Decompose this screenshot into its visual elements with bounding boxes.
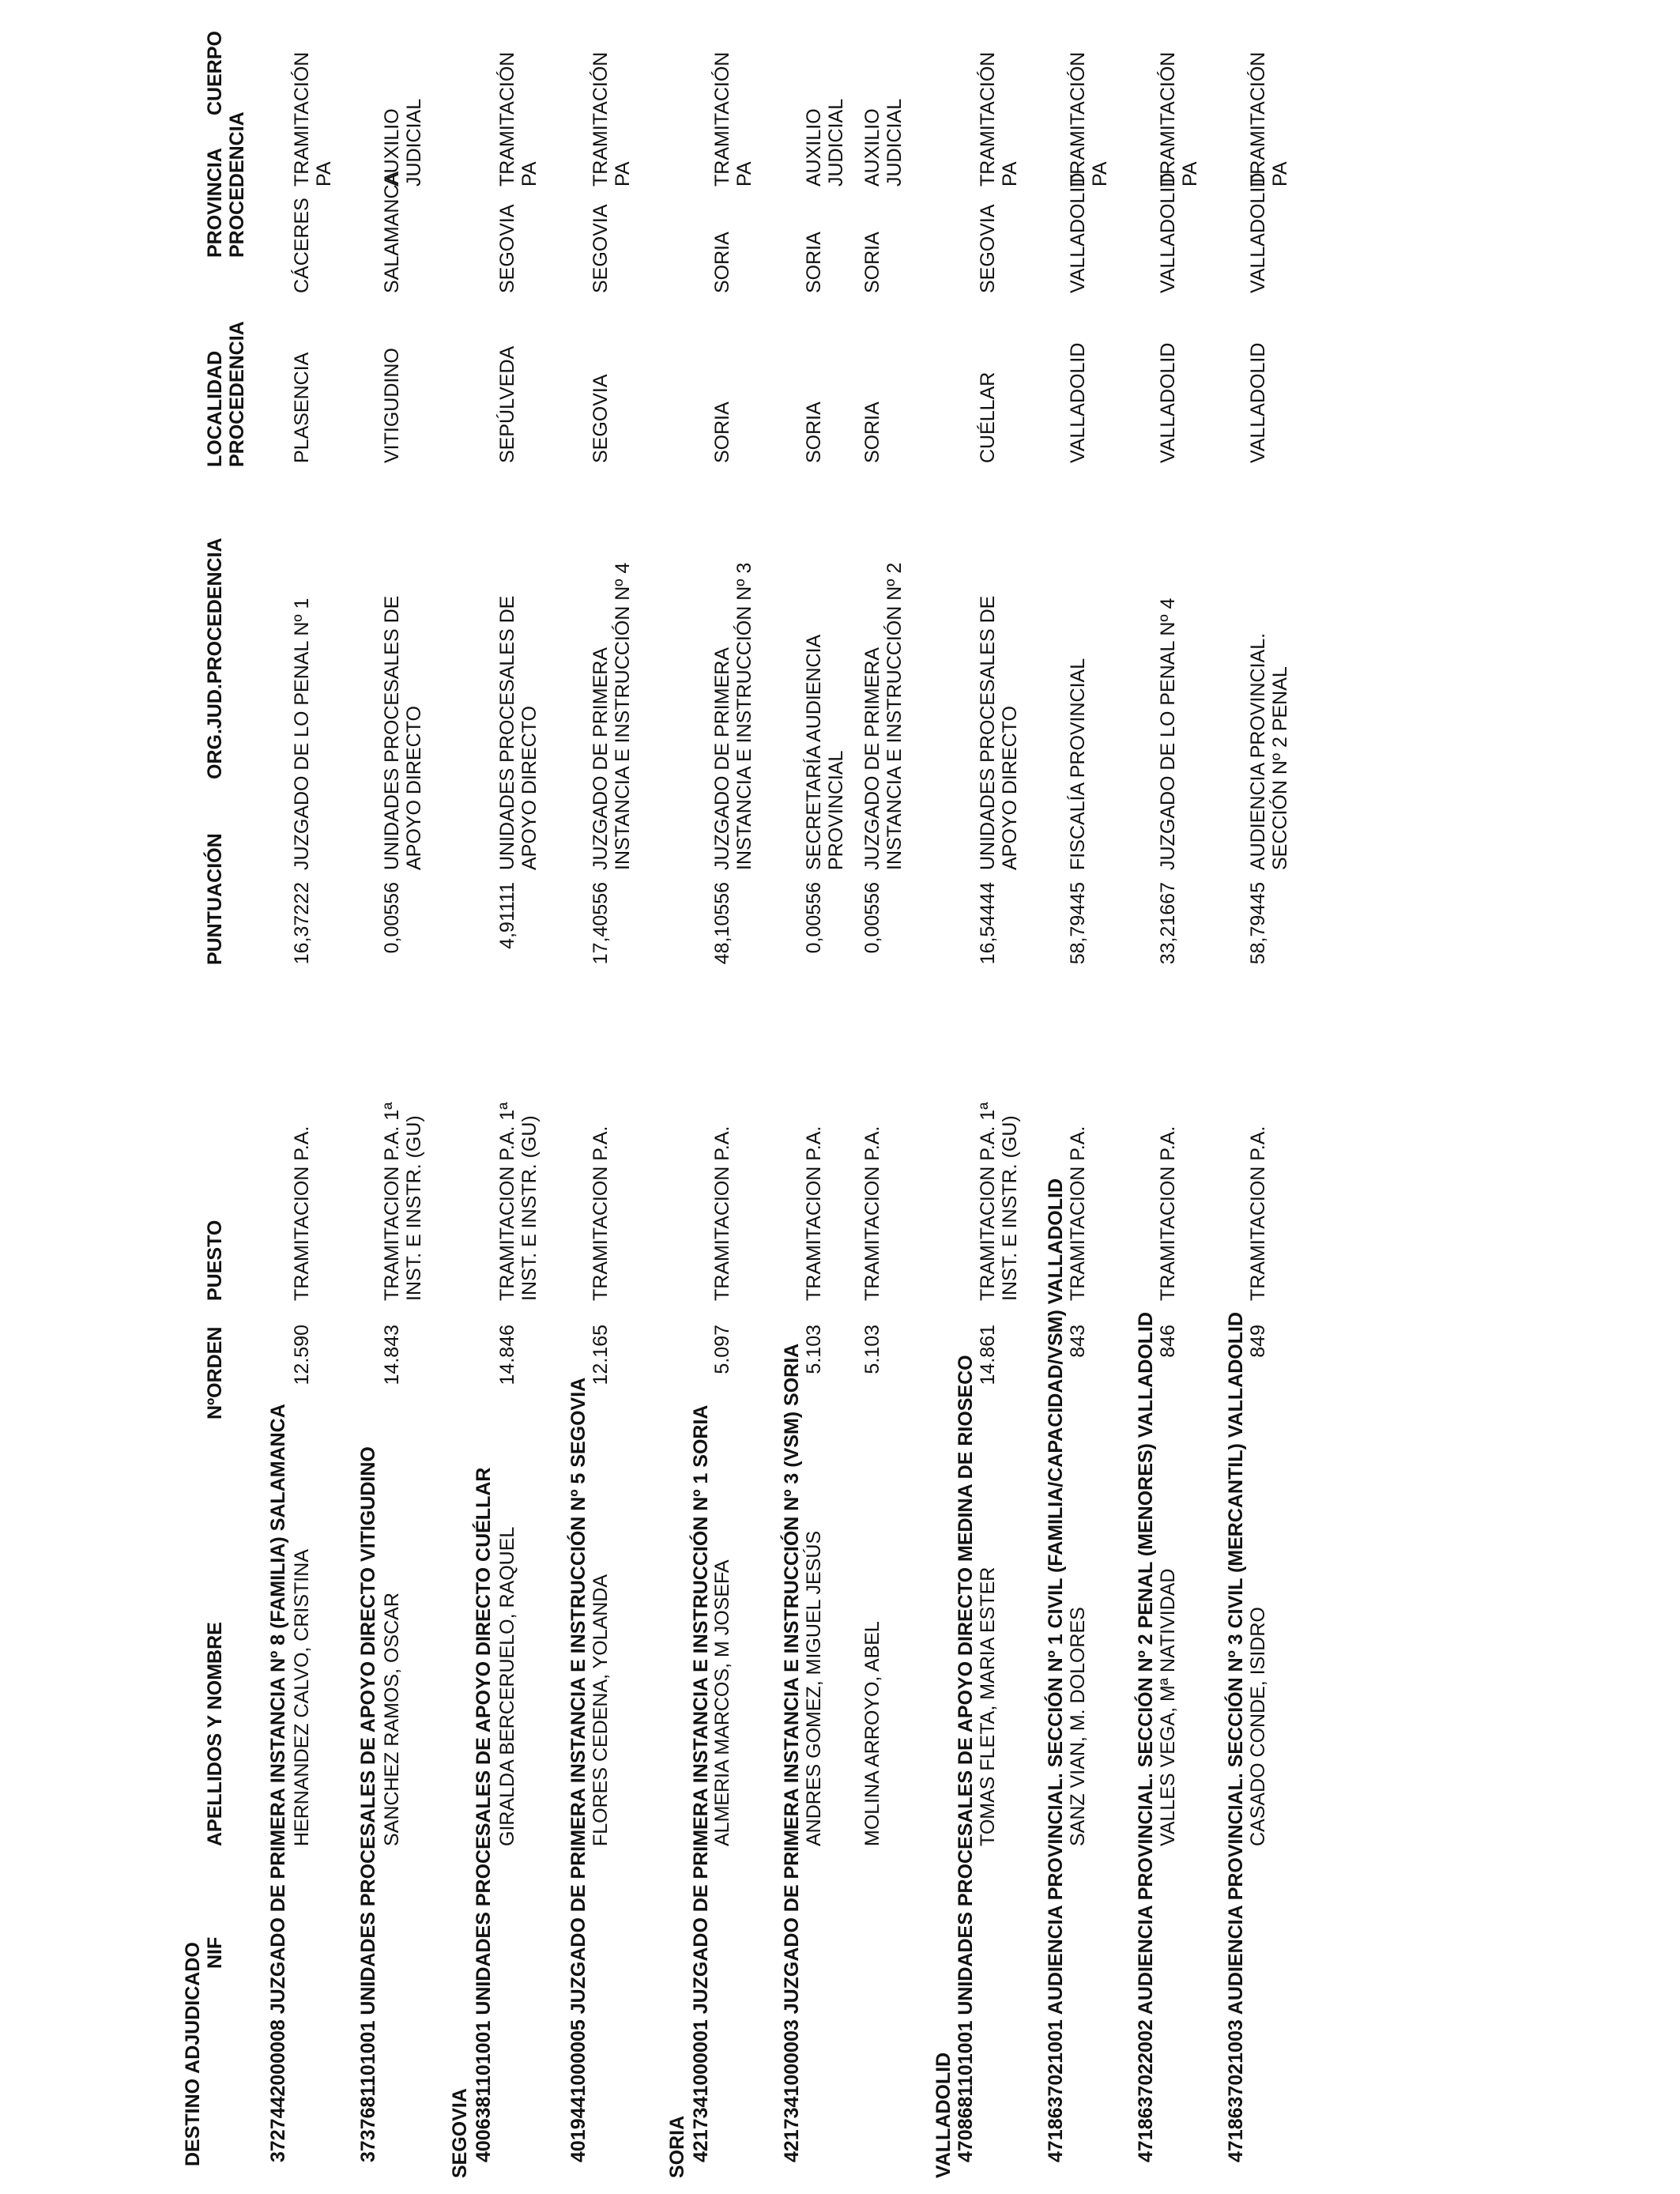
row-cuerpo: PA xyxy=(733,161,755,187)
row-provincia: SORIA xyxy=(711,232,733,293)
row-org: APOYO DIRECTO xyxy=(999,706,1021,870)
row-provincia: SEGOVIA xyxy=(977,204,999,293)
row-puesto: INST. E INSTR. (GU) xyxy=(518,1115,541,1301)
row-orden: 12.590 xyxy=(291,1325,313,1385)
header-nif: NIF xyxy=(204,1936,226,1969)
row-cuerpo: AUXILIO xyxy=(381,108,403,187)
header-localidad-1: LOCALIDAD xyxy=(204,350,226,467)
row-cuerpo: PA xyxy=(1089,161,1111,187)
row-orden: 843 xyxy=(1067,1325,1089,1358)
row-cuerpo: TRAMITACIÓN xyxy=(291,51,313,187)
header-norden: NºORDEN xyxy=(204,1326,226,1419)
row-puesto: TRAMITACION P.A. xyxy=(291,1125,313,1301)
row-provincia: VALLADOLID xyxy=(1067,172,1089,293)
destination-line xyxy=(781,1344,804,2162)
destination-line xyxy=(357,1446,380,2162)
row-provincia: SEGOVIA xyxy=(496,204,518,293)
destination-name: JUZGADO DE PRIMERA INSTANCIA E INSTRUCCIÓN Nº 1 SORIA xyxy=(690,1404,712,2015)
header-apellidos: APELLIDOS Y NOMBRE xyxy=(204,1622,226,1846)
destination-line xyxy=(955,1355,977,2162)
destination-name: JUZGADO DE PRIMERA INSTANCIA Nº 8 (FAMILIA) SALAMANCA xyxy=(267,1404,289,2015)
destination-code: 4019441000005 xyxy=(567,2019,590,2162)
row-org: JUZGADO DE PRIMERA xyxy=(711,647,733,870)
destination-code: 4217341000001 xyxy=(690,2019,712,2162)
destination-name: JUZGADO DE PRIMERA INSTANCIA E INSTRUCCIÓN Nº 5 SEGOVIA xyxy=(567,1377,590,2015)
row-org: JUZGADO DE PRIMERA xyxy=(861,647,883,870)
row-cuerpo: AUXILIO xyxy=(803,108,825,187)
row-name: CASADO CONDE, ISIDRO xyxy=(1247,1607,1269,1846)
row-puntuacion: 0,00556 xyxy=(861,882,883,954)
row-orden: 5.103 xyxy=(803,1325,825,1374)
destination-code: 3737681101001 xyxy=(357,2020,379,2162)
row-org: INSTANCIA E INSTRUCCIÓN Nº 3 xyxy=(733,562,755,870)
header-localidad-2: PROCEDENCIA xyxy=(226,321,248,467)
row-puntuacion: 58,79445 xyxy=(1247,882,1269,965)
row-cuerpo: AUXILIO xyxy=(861,108,883,187)
row-cuerpo: TRAMITACIÓN xyxy=(711,51,733,187)
destination-code: 4718637022002 xyxy=(1135,2019,1157,2162)
row-name: HERNANDEZ CALVO, CRISTINA xyxy=(291,1549,313,1846)
row-orden: 5.103 xyxy=(861,1325,883,1374)
row-puesto: TRAMITACION P.A. 1ª xyxy=(977,1102,999,1301)
row-puesto: TRAMITACION P.A. xyxy=(1247,1125,1269,1301)
row-org: APOYO DIRECTO xyxy=(403,706,425,870)
destination-name: AUDIENCIA PROVINCIAL. SECCIÓN Nº 1 CIVIL (FAMILIA/CAPACIDAD/VSM) VALLADOLID xyxy=(1045,1178,1067,2015)
row-puesto: TRAMITACION P.A. xyxy=(1067,1125,1089,1301)
header-provincia-2: PROCEDENCIA xyxy=(226,111,248,258)
row-org: SECCIÓN Nº 2 PENAL xyxy=(1269,666,1291,870)
row-puesto: INST. E INSTR. (GU) xyxy=(403,1115,425,1301)
destination-line xyxy=(690,1405,713,2162)
row-name: TOMAS FLETA, MARIA ESTER xyxy=(977,1566,999,1846)
row-orden: 849 xyxy=(1247,1325,1269,1358)
destination-name: UNIDADES PROCESALES DE APOYO DIRECTO CUÉLLAR xyxy=(473,1467,495,2015)
destination-name: UNIDADES PROCESALES DE APOYO DIRECTO VITIGUDINO xyxy=(357,1446,379,2015)
row-orden: 12.165 xyxy=(590,1325,612,1385)
row-puntuacion: 4,91111 xyxy=(496,882,518,949)
destination-code: 4718637021003 xyxy=(1225,2019,1247,2162)
row-cuerpo: PA xyxy=(1269,161,1291,187)
row-puesto: TRAMITACION P.A. xyxy=(1157,1125,1179,1301)
row-org: FISCALÍA PROVINCIAL xyxy=(1067,658,1089,870)
row-puntuacion: 0,00556 xyxy=(803,882,825,954)
destination-line xyxy=(473,1468,495,2162)
row-org: PROVINCIAL xyxy=(825,750,847,870)
row-org: JUZGADO DE LO PENAL Nº 1 xyxy=(291,598,313,870)
row-org: UNIDADES PROCESALES DE xyxy=(496,595,518,870)
header-provincia-1: PROVINCIA xyxy=(204,148,226,258)
row-provincia: SORIA xyxy=(861,232,883,293)
row-cuerpo: JUDICIAL xyxy=(883,98,906,187)
row-org: AUDIENCIA PROVINCIAL. xyxy=(1247,632,1269,870)
header-puesto: PUESTO xyxy=(204,1220,226,1301)
row-name: ANDRES GOMEZ, MIGUEL JESÚS xyxy=(803,1530,825,1846)
row-name: GIRALDA BERCERUELO, RAQUEL xyxy=(496,1526,518,1846)
row-localidad: SORIA xyxy=(711,401,733,463)
row-name: SANZ VIAN, M. DOLORES xyxy=(1067,1607,1089,1846)
province-label: SEGOVIA xyxy=(449,2088,471,2178)
row-provincia: VALLADOLID xyxy=(1247,172,1269,293)
row-cuerpo: PA xyxy=(999,161,1021,187)
row-cuerpo: PA xyxy=(518,161,541,187)
row-name: VALLES VEGA, Mª NATIVIDAD xyxy=(1157,1568,1179,1846)
header-puntuacion: PUNTUACIÓN xyxy=(204,833,226,965)
page-title: DESTINO ADJUDICADO xyxy=(182,1942,204,2166)
destination-name: AUDIENCIA PROVINCIAL. SECCIÓN Nº 3 CIVIL (MERCANTIL) VALLADOLID xyxy=(1225,1311,1247,2015)
row-provincia: SALAMANCA xyxy=(381,171,403,293)
row-org: SECRETARÍA AUDIENCIA xyxy=(803,634,825,870)
row-org: UNIDADES PROCESALES DE xyxy=(977,595,999,870)
row-orden: 14.843 xyxy=(381,1325,403,1385)
row-provincia: SEGOVIA xyxy=(590,204,612,293)
row-puntuacion: 17,40556 xyxy=(590,882,612,965)
row-puntuacion: 58,79445 xyxy=(1067,882,1089,965)
row-puntuacion: 33,21667 xyxy=(1157,882,1179,965)
destination-code: 4006381101001 xyxy=(473,2020,495,2162)
row-name: SANCHEZ RAMOS, OSCAR xyxy=(381,1593,403,1846)
destination-code: 4718637021001 xyxy=(1045,2019,1067,2162)
row-org: JUZGADO DE LO PENAL Nº 4 xyxy=(1157,598,1179,870)
row-puesto: INST. E INSTR. (GU) xyxy=(999,1115,1021,1301)
row-org: UNIDADES PROCESALES DE xyxy=(381,595,403,870)
row-puesto: TRAMITACION P.A. xyxy=(711,1125,733,1301)
row-puesto: TRAMITACION P.A. xyxy=(590,1125,612,1301)
row-localidad: SORIA xyxy=(803,401,825,463)
row-puesto: TRAMITACION P.A. xyxy=(803,1125,825,1301)
destination-name: UNIDADES PROCESALES DE APOYO DIRECTO MEDINA DE RIOSECO xyxy=(955,1355,977,2015)
row-orden: 5.097 xyxy=(711,1325,733,1374)
row-cuerpo: PA xyxy=(612,161,634,187)
destination-code: 3727442000008 xyxy=(267,2019,289,2162)
row-localidad: PLASENCIA xyxy=(291,352,313,463)
row-puntuacion: 16,54444 xyxy=(977,882,999,965)
row-cuerpo: JUDICIAL xyxy=(403,98,425,187)
row-puntuacion: 0,00556 xyxy=(381,882,403,954)
row-localidad: VALLADOLID xyxy=(1157,342,1179,463)
row-localidad: SEPÚLVEDA xyxy=(496,345,518,463)
destination-name: JUZGADO DE PRIMERA INSTANCIA E INSTRUCCIÓN Nº 3 (VSM) SORIA xyxy=(781,1343,803,2015)
row-localidad: VALLADOLID xyxy=(1247,342,1269,463)
row-org: INSTANCIA E INSTRUCCIÓN Nº 2 xyxy=(883,562,906,870)
row-localidad: VITIGUDINO xyxy=(381,348,403,463)
destination-line xyxy=(1045,1178,1068,2162)
row-puntuacion: 48,10556 xyxy=(711,882,733,965)
province-label: VALLADOLID xyxy=(932,2052,955,2178)
row-cuerpo: PA xyxy=(1179,161,1201,187)
row-org: INSTANCIA E INSTRUCCIÓN Nº 4 xyxy=(612,562,634,870)
row-orden: 14.861 xyxy=(977,1325,999,1385)
row-orden: 14.846 xyxy=(496,1325,518,1385)
row-provincia: VALLADOLID xyxy=(1157,172,1179,293)
row-localidad: CUÉLLAR xyxy=(977,371,999,463)
row-cuerpo: TRAMITACIÓN xyxy=(590,51,612,187)
row-puesto: TRAMITACION P.A. xyxy=(861,1125,883,1301)
destination-code: 4217341000003 xyxy=(781,2019,803,2162)
row-puesto: TRAMITACION P.A. 1ª xyxy=(381,1102,403,1301)
row-name: ALMERIA MARCOS, M JOSEFA xyxy=(711,1559,733,1846)
row-name: MOLINA ARROYO, ABEL xyxy=(861,1621,883,1846)
destination-line xyxy=(1135,1312,1158,2162)
header-cuerpo: CUERPO xyxy=(204,31,226,115)
row-org: JUZGADO DE PRIMERA xyxy=(590,647,612,870)
row-orden: 846 xyxy=(1157,1325,1179,1358)
destination-line xyxy=(267,1404,290,2162)
row-cuerpo: TRAMITACIÓN xyxy=(977,51,999,187)
destination-line xyxy=(567,1378,590,2162)
row-puntuacion: 16,37222 xyxy=(291,882,313,965)
destination-line xyxy=(1225,1312,1248,2162)
row-provincia: CÁCERES xyxy=(291,198,313,293)
row-localidad: SEGOVIA xyxy=(590,374,612,463)
row-cuerpo: TRAMITACIÓN xyxy=(1067,51,1089,187)
row-cuerpo: TRAMITACIÓN xyxy=(1157,51,1179,187)
row-cuerpo: TRAMITACIÓN xyxy=(496,51,518,187)
row-cuerpo: PA xyxy=(313,161,335,187)
row-localidad: VALLADOLID xyxy=(1067,342,1089,463)
row-provincia: SORIA xyxy=(803,232,825,293)
row-puesto: TRAMITACION P.A. 1ª xyxy=(496,1102,518,1301)
province-label: SORIA xyxy=(666,2115,688,2178)
row-cuerpo: JUDICIAL xyxy=(825,98,847,187)
row-name: FLORES CEDENA, YOLANDA xyxy=(590,1574,612,1846)
header-org: ORG.JUD.PROCEDENCIA xyxy=(204,537,226,779)
destination-name: AUDIENCIA PROVINCIAL. SECCIÓN Nº 2 PENAL (MENORES) VALLADOLID xyxy=(1135,1311,1157,2015)
row-localidad: SORIA xyxy=(861,401,883,463)
destination-code: 4708681101001 xyxy=(955,2020,977,2162)
row-org: APOYO DIRECTO xyxy=(518,706,541,870)
row-cuerpo: TRAMITACIÓN xyxy=(1247,51,1269,187)
